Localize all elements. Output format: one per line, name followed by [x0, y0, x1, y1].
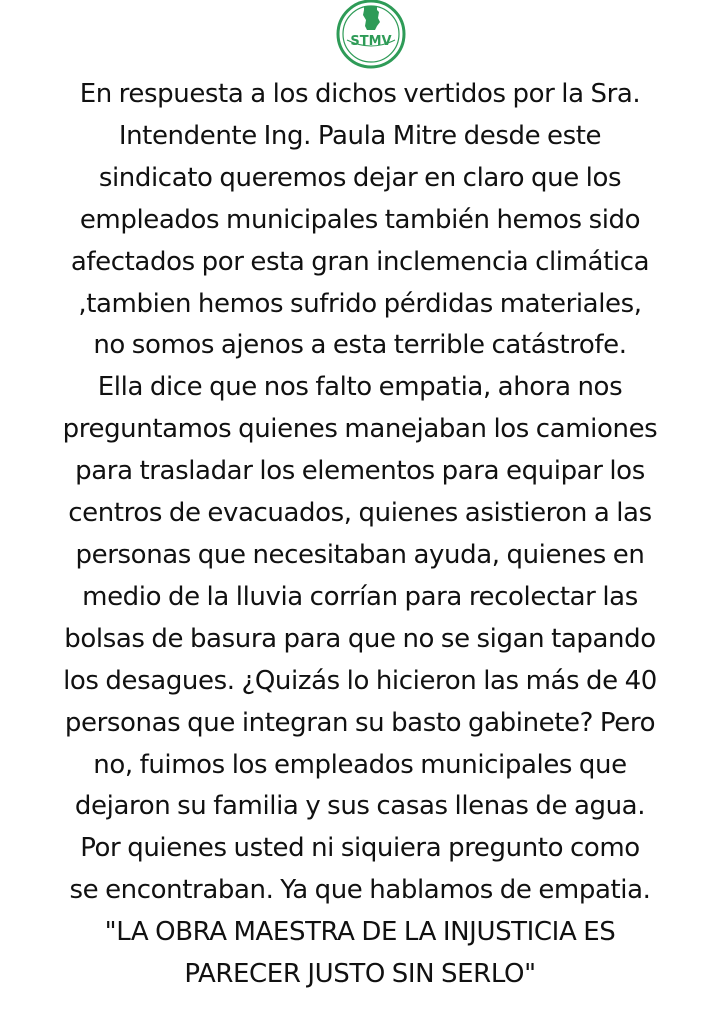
statement-line: dejaron su familia y sus casas llenas de agua. — [74, 791, 646, 822]
closing-quote-line: "LA OBRA MAESTRA DE LA INJUSTICIA ES — [104, 917, 616, 948]
statement-line: medio de la lluvia corrían para recolectar las — [82, 581, 638, 612]
statement-line: En respuesta a los dichos vertidos por la Sra. — [79, 79, 641, 109]
stmv-logo — [333, 0, 409, 70]
statement-line: empleados municipales también hemos sido — [79, 204, 641, 235]
statement-line: preguntamos quienes manejaban los camiones — [62, 414, 658, 445]
statement-line: bolsas de basura para que no se sigan tapando — [64, 623, 656, 654]
statement-line: Intendente Ing. Paula Mitre desde este — [118, 120, 602, 151]
statement-line: los desagues. ¿Quizás lo hicieron las más de 40 — [63, 665, 657, 696]
closing-quote-line: PARECER JUSTO SIN SERLO" — [184, 959, 536, 990]
statement-line: sindicato queremos dejar en claro que los — [98, 162, 622, 193]
province-map-seal-icon — [333, 0, 409, 70]
statement-line: personas que integran su basto gabinete? Pero — [64, 707, 656, 738]
statement-line: Ella dice que nos falto empatia, ahora nos — [97, 372, 623, 403]
statement-line: Por quienes usted ni siquiera pregunto como — [80, 833, 640, 864]
statement-line: ,tambien hemos sufrido pérdidas materiales, — [78, 288, 642, 319]
statement-text — [18, 74, 702, 996]
statement-line: personas que necesitaban ayuda, quienes en — [75, 539, 645, 570]
statement-line: para trasladar los elementos para equipar los — [75, 456, 645, 487]
statement-line: no somos ajenos a esta terrible catástrofe. — [93, 330, 627, 361]
logo-text: STMV — [350, 34, 392, 49]
statement-line: se encontraban. Ya que hablamos de empatia. — [69, 875, 651, 906]
statement-line: afectados por esta gran inclemencia climática — [70, 246, 650, 277]
statement-line: centros de evacuados, quienes asistieron a las — [68, 498, 652, 529]
statement-line: no, fuimos los empleados municipales que — [93, 749, 627, 780]
